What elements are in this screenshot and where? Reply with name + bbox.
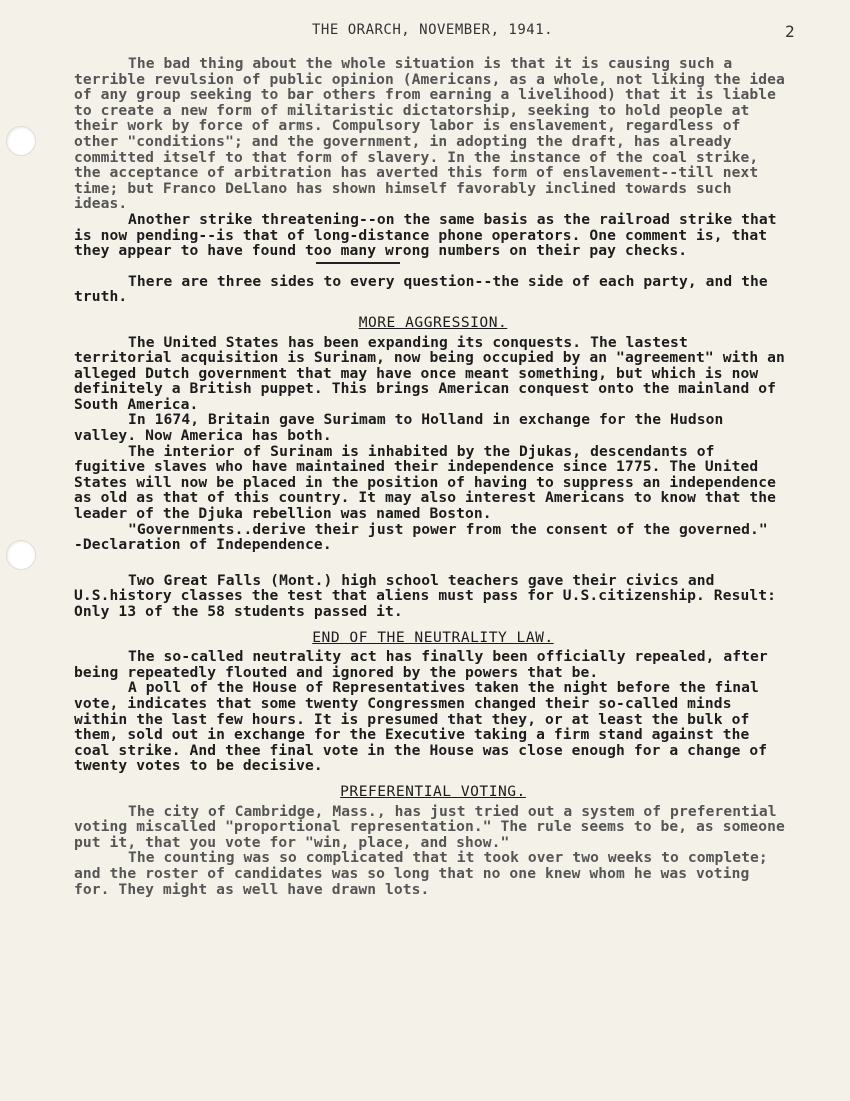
paragraph: The bad thing about the whole situation is that it is causing such a terrible revulsion of public opinion (Americans, as a whole, not liking the idea of any group seeking to bar others from earning a livelihood) that it is liable to create a new form of militaristic dictatorship, seeking to hold people at their work by force of arms. Compulsory labor is enslavement, regardless of other "conditions"; and the government, in adopting the draft, has already committed itself to that form of slavery. In the instance of the coal strike, the acceptance of arbitration has averted this form of enslavement--till next time; but Franco DeLlano has shown himself favorably inclined towards such ideas. bbox=[74, 55, 794, 213]
paragraph: There are three sides to every question--the side of each party, and the truth. bbox=[74, 272, 777, 306]
paragraph: In 1674, Britain gave Surimam to Holland in exchange for the Hudson valley. Now America has both. bbox=[74, 411, 733, 445]
paragraph: The interior of Surinam is inhabited by the Djukas, descendants of fugitive slaves who have maintained their independence since 1775. The United States will now be placed in the position of having to suppress an independence as old as that of this country. It may also interest Americans to know that the leader of the Djuka rebellion was named Boston. bbox=[74, 442, 785, 523]
paragraph: Two Great Falls (Mont.) high school teachers gave their civics and U.S.history classes the test that aliens must pass for U.S.citizenship. Result: Only 13 of the 58 students passed it. bbox=[74, 571, 785, 620]
heading-text: PREFERENTIAL VOTING. bbox=[340, 782, 526, 800]
section-heading bbox=[74, 784, 792, 800]
paragraph: Another strike threatening--on the same basis as the railroad strike that is now pending--is that of long-distance phone operators. One comment is, that they appear to have found too many wrong numbers on their pay checks. bbox=[74, 210, 786, 260]
quote-source: -Declaration of Independence. bbox=[74, 536, 332, 554]
quote bbox=[74, 522, 792, 553]
quote-text: "Governments..derive their just power from the consent of the governed." bbox=[128, 520, 768, 538]
section-heading bbox=[74, 630, 792, 646]
paragraph: The so-called neutrality act has finally been officially repealed, after being repeatedly flouted and ignored by the powers that be. bbox=[74, 648, 777, 681]
running-header: THE ORARCH, NOVEMBER, 1941. bbox=[312, 22, 554, 38]
paragraph: The city of Cambridge, Mass., has just tried out a system of preferential voting miscalled "proportional representation." The rule seems to be, as someone put it, that you vote for "win, place, and show." bbox=[74, 802, 794, 851]
paragraph: The United States has been expanding its conquests. The lastest territorial acquisition is Surinam, now being occupied by an "agreement" with an alleged Dutch government that may have once meant something, but which is now definitely a British puppet. This brings American conquest onto the mainland of South America. bbox=[74, 333, 794, 413]
section-heading bbox=[74, 315, 792, 331]
article-body bbox=[74, 56, 792, 897]
section-divider bbox=[316, 262, 400, 264]
punch-hole bbox=[6, 540, 36, 570]
paragraph: A poll of the House of Representatives taken the night before the final vote, indicates that some twenty Congressmen changed their so-called minds within the last few hours. It is presumed that they, or at least the bulk of them, sold out in exchange for the Executive taking a firm stand against the coal strike. And thee final vote in the House was close enough for a change of twenty votes to be decisive. bbox=[74, 679, 777, 775]
paragraph: The counting was so complicated that it took over two weeks to complete; and the roster of candidates was so long that no one knew whom he was voting for. They might as well have drawn lots. bbox=[74, 849, 777, 898]
heading-text: END OF THE NEUTRALITY LAW. bbox=[312, 628, 554, 646]
heading-text: MORE AGGRESSION. bbox=[358, 313, 508, 331]
page-number: 2 bbox=[785, 22, 795, 41]
punch-hole bbox=[6, 126, 36, 156]
